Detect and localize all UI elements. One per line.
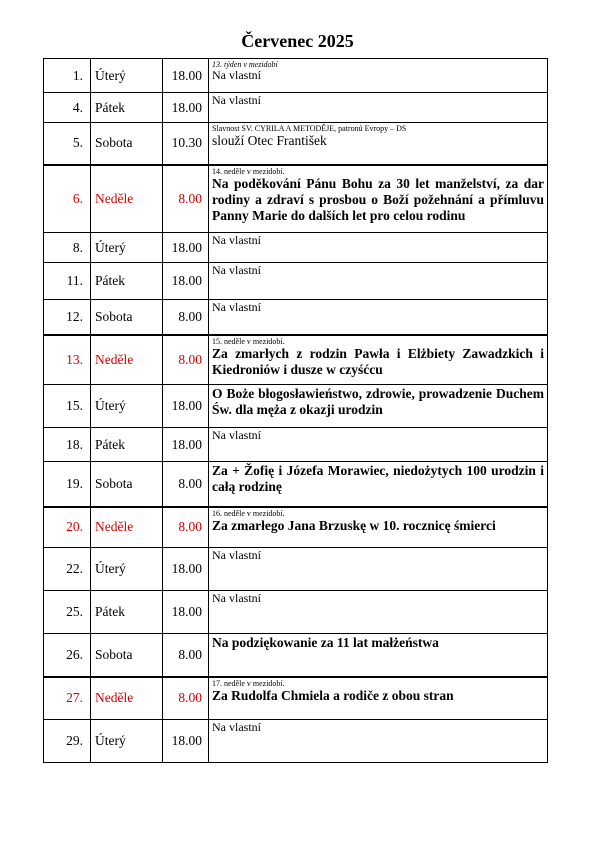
day-number: 4.	[44, 93, 91, 123]
intention-cell	[209, 59, 548, 93]
weekday: Úterý	[91, 59, 163, 93]
mass-intention: Na vlastní	[212, 233, 261, 247]
schedule-row	[44, 428, 548, 462]
day-number: 5.	[44, 123, 91, 165]
mass-intention: Na vlastní	[212, 93, 261, 107]
intention-cell	[209, 677, 548, 720]
mass-intention: Za zmarłych z rodzin Pawła i Elżbiety Zawadzkich i Kiedroniów i dusze w czyśćcu	[212, 345, 544, 377]
schedule-row	[44, 300, 548, 335]
intention-cell	[209, 428, 548, 462]
mass-time: 8.00	[163, 677, 209, 720]
liturgical-note: 17. neděle v mezidobí.	[212, 678, 285, 688]
intention-cell	[209, 123, 548, 165]
mass-time: 18.00	[163, 428, 209, 462]
schedule-row	[44, 720, 548, 763]
intention-cell	[209, 720, 548, 763]
mass-intention: Za + Žofię i Józefa Morawiec, niedożytych 100 urodzin i całą rodzinę	[212, 463, 544, 494]
intention-cell	[209, 548, 548, 591]
mass-time: 8.00	[163, 165, 209, 233]
schedule-row	[44, 165, 548, 233]
mass-time: 8.00	[163, 462, 209, 507]
mass-time: 10.30	[163, 123, 209, 165]
page-title: Červenec 2025	[241, 31, 354, 51]
mass-intention: Na vlastní	[212, 720, 261, 734]
mass-intention: slouží Otec František	[212, 133, 327, 148]
mass-intention: Na vlastní	[212, 591, 261, 605]
schedule-row	[44, 233, 548, 263]
schedule-row	[44, 548, 548, 591]
schedule-row	[44, 385, 548, 428]
mass-intention: Na vlastní	[212, 300, 261, 314]
mass-intention: Na poděkování Pánu Bohu za 30 let manželství, za dar rodiny a zdraví s prosbou o Boží požehnání a přímluvu Panny Marie do dalších let pro celou rodinu	[212, 175, 544, 223]
weekday: Pátek	[91, 93, 163, 123]
mass-intention: Na vlastní	[212, 548, 261, 562]
intention-cell	[209, 507, 548, 548]
weekday: Pátek	[91, 428, 163, 462]
mass-intention: Na podziękowanie za 11 lat małżeństwa	[212, 635, 439, 650]
schedule-row	[44, 93, 548, 123]
mass-intention: O Boże błogosławieństwo, zdrowie, prowadzenie Duchem Św. dla męża z okazji urodzin	[212, 386, 544, 417]
intention-cell	[209, 591, 548, 634]
day-number: 29.	[44, 720, 91, 763]
schedule-row	[44, 462, 548, 507]
day-number: 22.	[44, 548, 91, 591]
weekday: Sobota	[91, 123, 163, 165]
mass-time: 8.00	[163, 634, 209, 677]
liturgical-note: 16. neděle v mezidobí.	[212, 508, 285, 518]
day-number: 8.	[44, 233, 91, 263]
mass-intention: Za zmarłego Jana Brzuskę w 10. rocznicę śmierci	[212, 517, 496, 533]
day-number: 27.	[44, 677, 91, 720]
intention-cell	[209, 385, 548, 428]
liturgical-note: Slavnost SV. CYRILA A METODĚJE, patronů Evropy – DS	[212, 124, 407, 133]
mass-time: 8.00	[163, 300, 209, 335]
day-number: 26.	[44, 634, 91, 677]
intention-cell	[209, 300, 548, 335]
day-number: 11.	[44, 263, 91, 300]
liturgical-note: 14. neděle v mezidobí.	[212, 166, 285, 176]
weekday: Sobota	[91, 300, 163, 335]
weekday: Sobota	[91, 462, 163, 507]
day-number: 1.	[44, 59, 91, 93]
day-number: 25.	[44, 591, 91, 634]
intention-cell	[209, 335, 548, 385]
mass-intention: Na vlastní	[212, 428, 261, 442]
day-number: 15.	[44, 385, 91, 428]
mass-intention: Za Rudolfa Chmiela a rodiče z obou stran	[212, 687, 454, 703]
mass-intention: Na vlastní	[212, 68, 261, 82]
mass-time: 8.00	[163, 507, 209, 548]
day-number: 6.	[44, 165, 91, 233]
weekday: Neděle	[91, 507, 163, 548]
day-number: 20.	[44, 507, 91, 548]
mass-time: 18.00	[163, 233, 209, 263]
mass-time: 18.00	[163, 548, 209, 591]
schedule-row	[44, 59, 548, 93]
weekday: Neděle	[91, 335, 163, 385]
intention-cell	[209, 233, 548, 263]
schedule-row	[44, 677, 548, 720]
weekday: Neděle	[91, 165, 163, 233]
weekday: Úterý	[91, 233, 163, 263]
schedule-row	[44, 591, 548, 634]
weekday: Pátek	[91, 263, 163, 300]
liturgical-note: 13. týden v mezidobí	[212, 60, 278, 69]
intention-cell	[209, 634, 548, 677]
mass-time: 18.00	[163, 720, 209, 763]
mass-time: 18.00	[163, 591, 209, 634]
mass-time: 18.00	[163, 93, 209, 123]
mass-intention: Na vlastní	[212, 263, 261, 277]
intention-cell	[209, 462, 548, 507]
schedule-row	[44, 335, 548, 385]
mass-time: 18.00	[163, 385, 209, 428]
weekday: Úterý	[91, 548, 163, 591]
weekday: Úterý	[91, 720, 163, 763]
day-number: 13.	[44, 335, 91, 385]
intention-cell	[209, 165, 548, 233]
schedule-row	[44, 507, 548, 548]
schedule-row	[44, 634, 548, 677]
mass-time: 18.00	[163, 263, 209, 300]
day-number: 19.	[44, 462, 91, 507]
intention-cell	[209, 263, 548, 300]
day-number: 12.	[44, 300, 91, 335]
weekday: Úterý	[91, 385, 163, 428]
weekday: Neděle	[91, 677, 163, 720]
weekday: Sobota	[91, 634, 163, 677]
mass-schedule-table	[43, 58, 548, 763]
schedule-body	[44, 59, 548, 763]
liturgical-note: 15. neděle v mezidobí.	[212, 336, 285, 346]
schedule-row	[44, 263, 548, 300]
mass-time: 8.00	[163, 335, 209, 385]
schedule-row	[44, 123, 548, 165]
mass-time: 18.00	[163, 59, 209, 93]
weekday: Pátek	[91, 591, 163, 634]
day-number: 18.	[44, 428, 91, 462]
intention-cell	[209, 93, 548, 123]
